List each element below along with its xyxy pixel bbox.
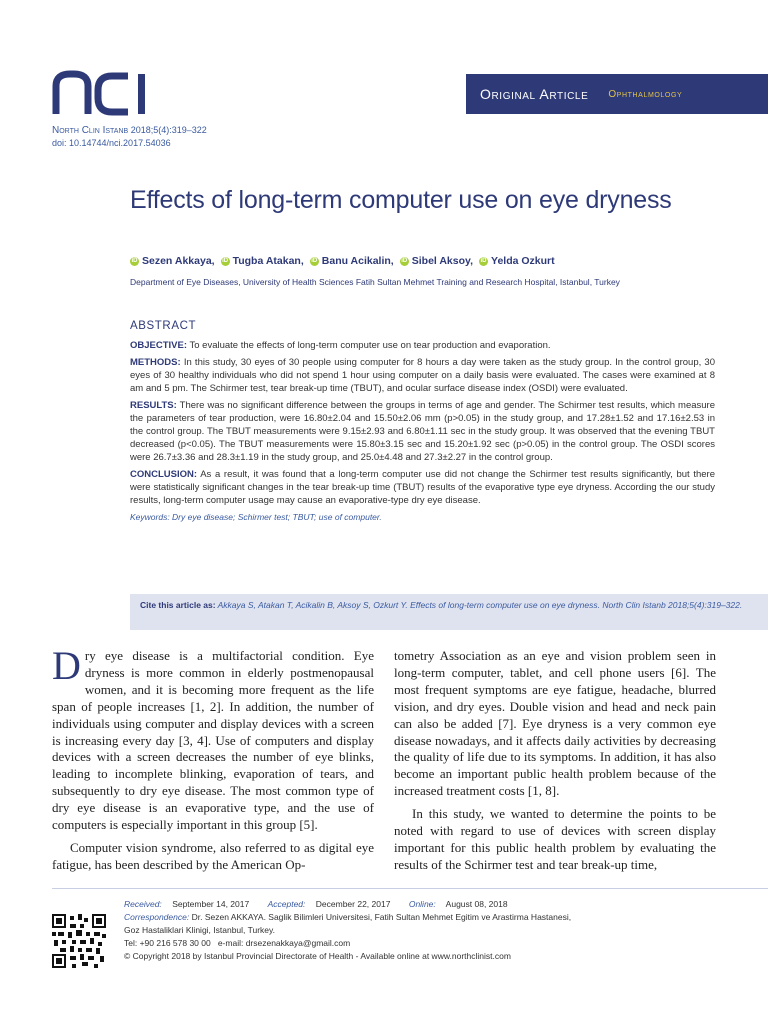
abstract: [130, 320, 715, 524]
abstract-conclusion: CONCLUSION: As a result, it was found that a long-term computer use did not change the Schirmer test results significantly, but there were statistically significant changes in the tear break-up time (TBUT) results of the evaporative type eye dryness. According the our study results, long-term computer usage may cause an evaporative-type dry eye disease.: [130, 469, 715, 506]
abstract-objective: OBJECTIVE: To evaluate the effects of long-term computer use on tear production and evaporation.: [130, 340, 551, 351]
author-name: Tugba Atakan,: [232, 255, 304, 267]
orcid-icon[interactable]: iD: [222, 257, 229, 264]
abstract-methods: METHODS: In this study, 30 eyes of 30 people using computer for 8 hours a day were taken as the study group. In the control group, 30 eyes of 30 healthy individuals who did not spend 1 hour using computer on a daily basis were evaluated. The cases were examined at 8 am and 5 pm. The Schirmer test, tear break-up time (TBUT), and ocular surface disease index (OSDI) were evaluated.: [130, 357, 715, 394]
copyright: © Copyright 2018 by Istanbul Provincial Directorate of Health - Available online at www.northclinist.com: [124, 951, 511, 961]
journal-citation: 2018;5(4):319–322: [130, 125, 207, 135]
article-type-banner: [466, 74, 768, 114]
body-paragraph: In this study, we wanted to determine the points to be noted with regard to use of devices with screen display important for this public health problem by evaluating the results of the Schirmer test and tear break-up time,: [394, 806, 716, 872]
journal-info: [52, 124, 207, 150]
affiliation: Department of Eye Diseases, University of Health Sciences Fatih Sultan Mehmet Training and Research Hospital, Istanbul, Turkey: [130, 277, 620, 287]
author-name: Banu Acikalin,: [321, 255, 394, 267]
cite-label: Cite this article as:: [140, 600, 216, 610]
body-paragraph: tometry Association as an eye and vision problem seen in long-term computer, tablet, and cell phone users [6]. The most frequent symptoms are eye fatigue, headache, blurred vision, and dry eyes. Double vision and head and neck pain can also be added [7]. Eye dryness is a very common eye disease nowadays, and it affects daily activities by decreasing the quality of life due to its symptoms. In addition, it has also become an important public health problem because of the increased treatment costs [1, 8].: [394, 648, 716, 799]
footer: [124, 898, 768, 963]
orcid-icon[interactable]: iD: [311, 257, 318, 264]
article-title: Effects of long-term computer use on eye dryness: [130, 186, 672, 214]
specialty: Ophthalmology: [608, 88, 683, 100]
author-name: Sezen Akkaya,: [142, 255, 215, 267]
author-name: Sibel Aksoy,: [411, 255, 474, 267]
author-name: Yelda Ozkurt: [491, 255, 555, 267]
body-column-right: [394, 648, 716, 874]
drop-cap: D: [52, 643, 81, 688]
body-paragraph: Computer vision syndrome, also referred to as digital eye fatigue, has been described by the American Op-: [52, 839, 374, 872]
dates-row: Received: September 14, 2017 Accepted: December 22, 2017 Online: August 08, 2018: [124, 899, 508, 909]
orcid-icon[interactable]: iD: [480, 257, 487, 264]
footer-divider: [52, 888, 768, 889]
correspondence: Correspondence: Dr. Sezen AKKAYA. Saglik Bilimleri Universitesi, Fatih Sultan Mehmet Egitim ve Arastirma Hastanesi,: [124, 912, 572, 922]
qr-code-icon[interactable]: [52, 914, 106, 968]
journal-name: North Clin Istanb: [52, 125, 129, 136]
nci-logo: [52, 68, 162, 116]
body-column-left: [52, 643, 374, 874]
doi[interactable]: doi: 10.14744/nci.2017.54036: [52, 138, 171, 148]
contact-row: Tel: +90 216 578 30 00 e-mail: drsezenakkaya@gmail.com: [124, 938, 351, 948]
cite-box: [130, 594, 768, 630]
author-list: [130, 255, 561, 267]
orcid-icon[interactable]: iD: [401, 257, 408, 264]
abstract-results: RESULTS: There was no significant difference between the groups in terms of age and gender. The Schirmer test results, which measure the parameters of tear production, were 16.80±2.04 and 15.50±2.06 mm (p>0.05) in the study group, and 17.28±1.52 and 17.16±2.53 in the control group. The TBUT measurements were 9.15±2.93 and 6.80±1.11 sec in the study group. It was observed that the evening TBUT decreased (p<0.05). The TBUT measurements were 15.80±3.15 sec and 15.20±1.92 sec (p>0.05) in the control group. The OSDI scores were 26.7±3.36 and 28.3±1.19 in the study group, and 25.0±4.48 and 27.3±2.27 in the control group.: [130, 400, 715, 463]
cite-text: Akkaya S, Atakan T, Acikalin B, Aksoy S, Ozkurt Y. Effects of long-term computer use on eye dryness. North Clin Istanb 2018;5(4):319–322.: [217, 600, 743, 610]
orcid-icon[interactable]: iD: [131, 257, 138, 264]
keywords: Keywords: Dry eye disease; Schirmer test; TBUT; use of computer.: [130, 512, 382, 522]
article-type: Original Article: [480, 86, 589, 102]
email-link[interactable]: e-mail: drsezenakkaya@gmail.com: [217, 938, 351, 948]
correspondence-line2: Goz Hastaliklari Klinigi, Istanbul, Turkey.: [124, 925, 276, 935]
logo-text: nci: [52, 68, 54, 69]
abstract-heading: ABSTRACT: [130, 320, 197, 332]
body-paragraph: Dry eye disease is a multifactorial condition. Eye dryness is more common in elderly postmenopausal women, and it is becoming more frequent as the life span of people increases [1, 2]. In addition, the number of individuals using computer and display devices with a screen is increasing every day [3, 4]. Use of computers and display devices with a screen decreases the number of eye blinks, leading to incomplete blinking, evaporation of tears, and subsequently to dry eye disease. The most common type of dry eye disease is an evaporative type, and the use of computers is especially important in this group [5].: [52, 643, 374, 833]
